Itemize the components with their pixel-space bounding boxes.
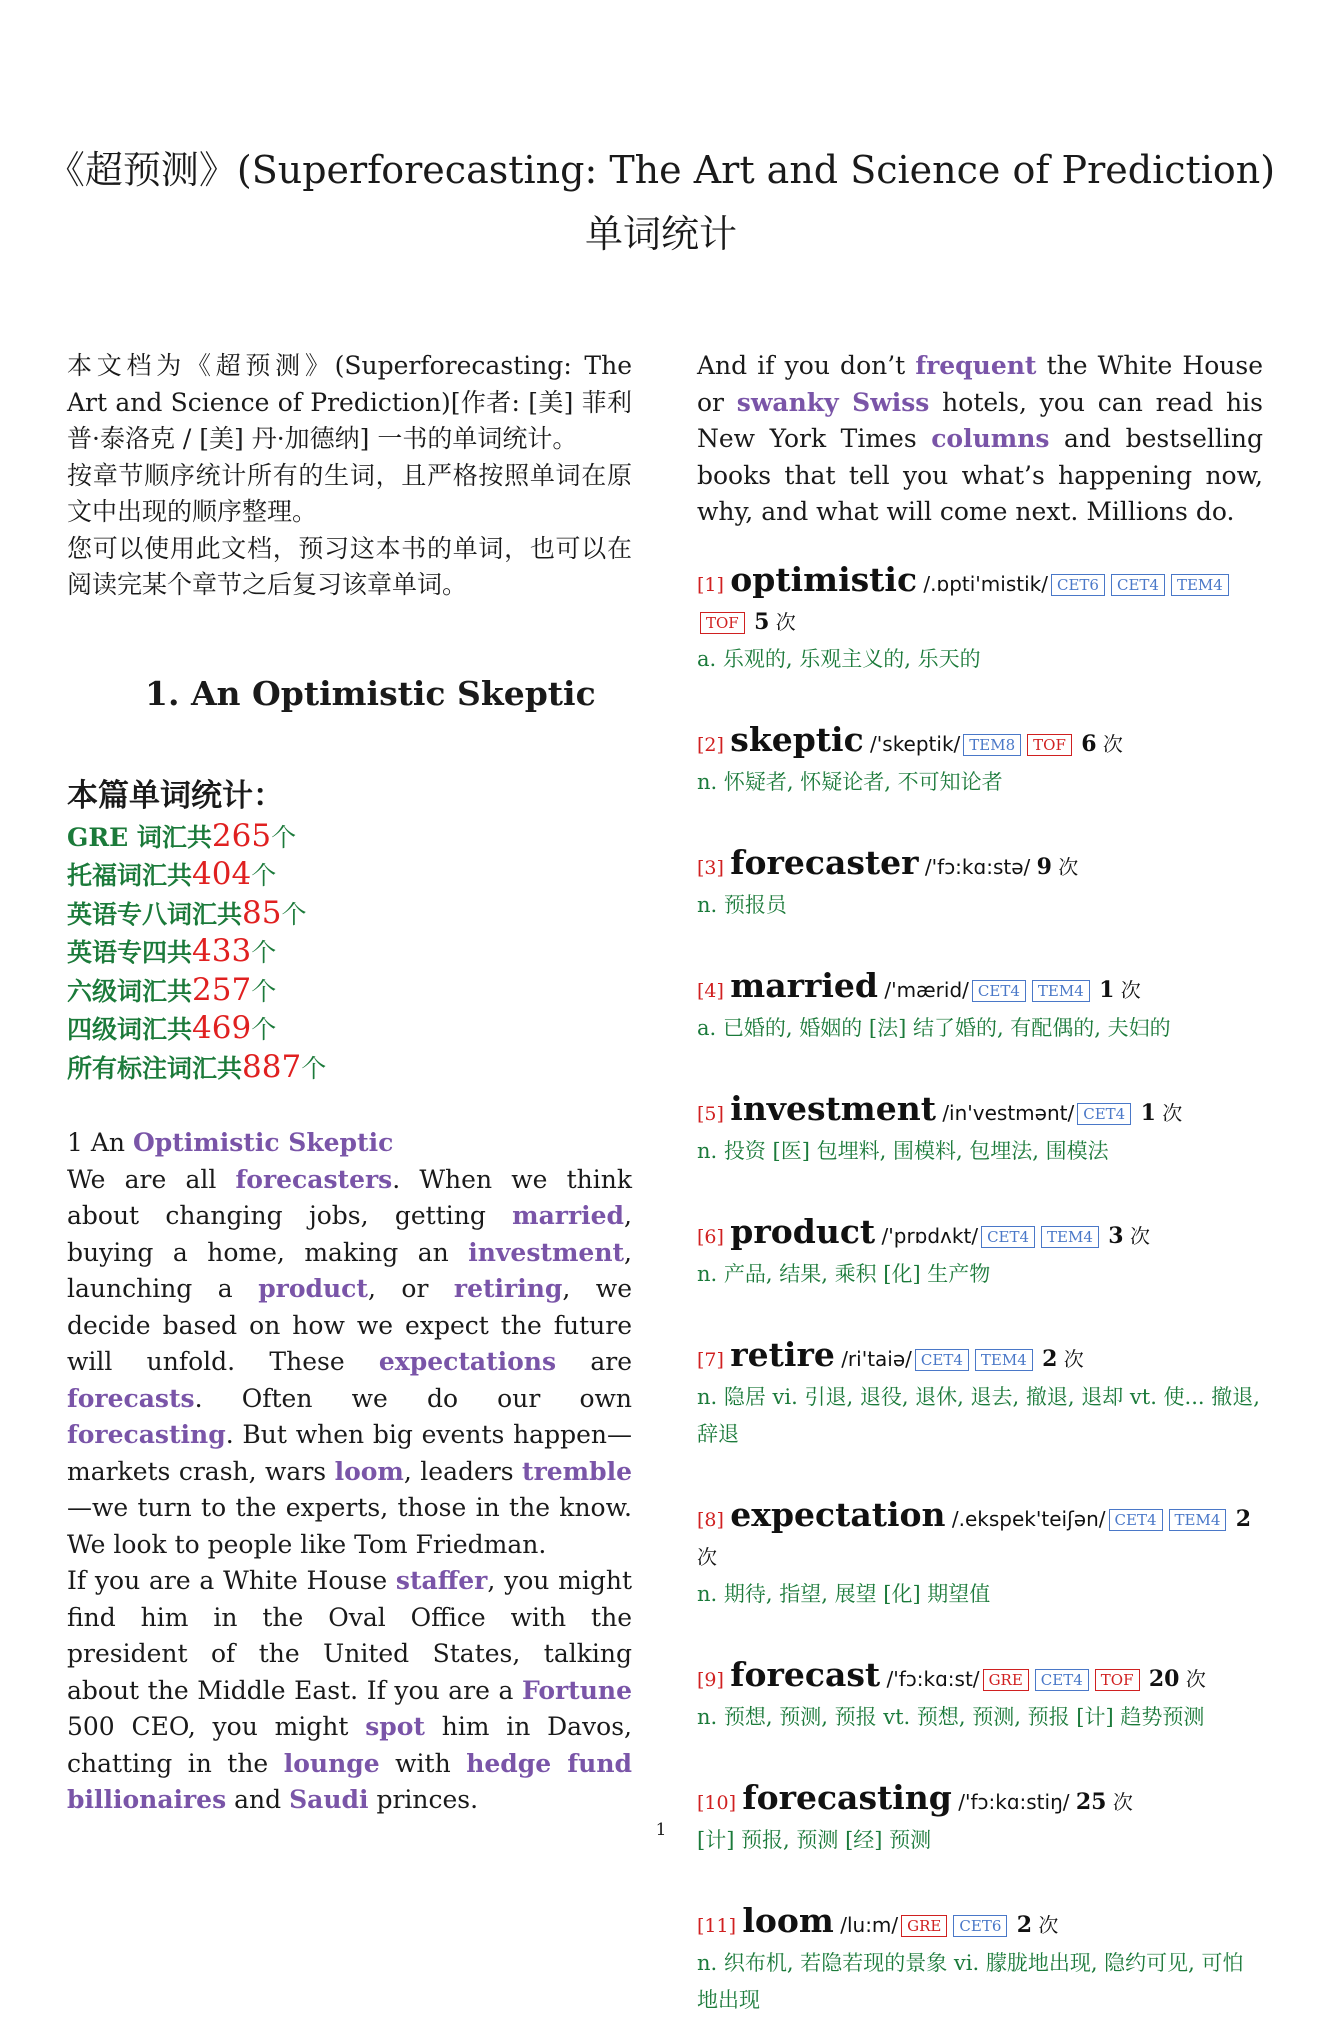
- entry-count-unit: 次: [1162, 1100, 1183, 1125]
- stat-label: 四级词汇共: [67, 1015, 193, 1044]
- vocab-entry: [697, 1656, 1263, 1736]
- highlighted-word: Optimistic Skeptic: [132, 1128, 394, 1157]
- highlighted-word: spot: [365, 1712, 425, 1741]
- entry-index: [7]: [697, 1348, 724, 1371]
- vocab-list: [697, 561, 1263, 2019]
- entry-count-unit: 次: [1185, 1666, 1206, 1691]
- stat-line: [67, 895, 632, 934]
- passage-text: , launching a: [67, 1237, 632, 1303]
- entry-count-unit: 次: [1129, 1223, 1150, 1248]
- entry-meaning: n. 怀疑者, 怀疑论者, 不可知论者: [697, 769, 1003, 794]
- highlighted-word: hedge fund billionaires: [67, 1748, 632, 1814]
- vocab-entry: [697, 1496, 1263, 1613]
- level-tag: CET4: [1109, 1509, 1163, 1531]
- vocab-entry: [697, 1779, 1263, 1859]
- stat-label: GRE 词汇共: [67, 822, 212, 852]
- entry-word: retire: [730, 1334, 835, 1374]
- entry-phonetic: /'fɔ:kɑ:stiŋ/: [958, 1789, 1070, 1814]
- entry-count-unit: 次: [1102, 731, 1123, 756]
- stat-count: 257: [192, 971, 252, 1008]
- level-tag: TOF: [1095, 1669, 1140, 1691]
- stat-count: 887: [242, 1048, 302, 1085]
- passage-text: and: [226, 1785, 290, 1814]
- entry-index: [6]: [697, 1225, 724, 1248]
- entry-meaning: n. 期待, 指望, 展望 [化] 期望值: [697, 1581, 991, 1606]
- stat-line: [67, 818, 632, 857]
- entry-headline: [697, 1779, 1263, 1822]
- entry-meaning: a. 已婚的, 婚姻的 [法] 结了婚的, 有配偶的, 夫妇的: [697, 1015, 1171, 1040]
- stat-line: [67, 933, 632, 972]
- vocab-entry: [697, 1902, 1263, 2019]
- entry-index: [11]: [697, 1914, 737, 1937]
- stats-list: [67, 818, 632, 1088]
- vocab-entry: [697, 844, 1263, 924]
- passage-paragraph: [67, 1162, 632, 1564]
- chapter-heading: 1. An Optimistic Skeptic: [145, 673, 596, 713]
- passage-paragraph: [697, 348, 1263, 531]
- highlighted-word: columns: [931, 424, 1050, 453]
- passage-text: princes.: [368, 1785, 479, 1814]
- stat-line: [67, 972, 632, 1011]
- entry-meaning: n. 隐居 vi. 引退, 退役, 退休, 退去, 撤退, 退却 vt. 使... 撤退, 辞退: [697, 1384, 1260, 1446]
- level-tag: TEM4: [1169, 1509, 1227, 1531]
- entry-headline: [697, 1213, 1263, 1256]
- level-tag: CET4: [1111, 574, 1165, 596]
- vocab-entry: [697, 1090, 1263, 1170]
- entry-word: loom: [742, 1900, 834, 1940]
- vocab-entry: [697, 1213, 1263, 1293]
- entry-phonetic: /'fɔ:kɑ:st/: [886, 1666, 980, 1691]
- entry-count: 2: [1016, 1911, 1033, 1938]
- stat-unit: 个: [251, 938, 277, 967]
- entry-meaning: a. 乐观的, 乐观主义的, 乐天的: [697, 646, 981, 671]
- highlighted-word: frequent: [915, 351, 1037, 380]
- level-tag: CET4: [1077, 1103, 1131, 1125]
- level-tag: TEM4: [1032, 980, 1090, 1002]
- entry-meaning: n. 预报员: [697, 892, 787, 917]
- entry-count-unit: 次: [775, 609, 796, 634]
- passage-paragraph: [67, 1563, 632, 1819]
- passage-text: and bestselling books that tell you what’s happening now, why, and what will come next. Millions do.: [697, 424, 1263, 526]
- entry-meaning: n. 预想, 预测, 预报 vt. 预想, 预测, 预报 [计] 趋势预测: [697, 1704, 1205, 1729]
- passage-text: , we decide based on how we expect the future will unfold. These: [67, 1274, 632, 1376]
- highlighted-word: product: [258, 1274, 368, 1303]
- entry-phonetic: /'mærid/: [884, 977, 969, 1002]
- level-tag: TEM8: [963, 734, 1021, 756]
- entry-count: 2: [1235, 1505, 1252, 1532]
- level-tag: GRE: [901, 1915, 947, 1937]
- entry-index: [4]: [697, 979, 724, 1002]
- entry-count: 1: [1099, 976, 1115, 1003]
- passage-text: , or: [367, 1274, 454, 1303]
- entry-meaning: n. 投资 [医] 包埋料, 围模料, 包埋法, 围模法: [697, 1138, 1109, 1163]
- vocab-entry: [697, 561, 1263, 678]
- entry-count-unit: 次: [1112, 1789, 1133, 1814]
- entry-index: [5]: [697, 1102, 724, 1125]
- passage-text: are: [556, 1347, 632, 1376]
- stat-count: 433: [192, 933, 252, 969]
- highlighted-word: expectations: [378, 1347, 557, 1376]
- entry-meaning: [计] 预报, 预测 [经] 预测: [697, 1827, 932, 1852]
- entry-count-unit: 次: [697, 1544, 717, 1569]
- stat-unit: 个: [251, 976, 277, 1006]
- entry-phonetic: /ri'taiə/: [841, 1346, 912, 1371]
- highlighted-word: investment: [468, 1237, 625, 1267]
- passage-text: , buying a home, making an: [67, 1201, 632, 1267]
- entry-phonetic: /lu:m/: [840, 1912, 899, 1937]
- entry-index: [8]: [697, 1508, 724, 1531]
- highlighted-word: married: [512, 1201, 625, 1230]
- highlighted-word: swanky Swiss: [736, 387, 930, 417]
- entry-count: 2: [1042, 1345, 1058, 1372]
- stat-line: [67, 1049, 632, 1088]
- entry-phonetic: /in'vestmənt/: [942, 1100, 1075, 1125]
- passage-text: . When we think about changing jobs, getting: [67, 1164, 632, 1230]
- stat-count: 265: [211, 817, 272, 854]
- intro-line: 按章节顺序统计所有的生词，且严格按照单词在原文中出现的顺序整理。: [67, 460, 632, 526]
- passage-text: , leaders: [403, 1456, 523, 1486]
- entry-word: forecaster: [730, 842, 919, 882]
- stat-unit: 个: [271, 822, 297, 852]
- vocab-entry: [697, 1336, 1263, 1453]
- stat-label: 托福词汇共: [67, 861, 193, 890]
- passage-text: And if you don’t: [697, 351, 916, 380]
- level-tag: TEM4: [1041, 1226, 1099, 1248]
- entry-count: 25: [1075, 1788, 1107, 1815]
- passage-text: with: [379, 1748, 467, 1778]
- entry-count: 6: [1081, 730, 1097, 757]
- stat-unit: 个: [301, 1053, 327, 1083]
- entry-headline: [697, 1902, 1263, 1945]
- stats-title: 本篇单词统计：: [67, 777, 284, 814]
- entry-count: 5: [754, 608, 770, 635]
- entry-count-unit: 次: [1063, 1346, 1084, 1371]
- highlighted-word: forecasters: [235, 1164, 393, 1194]
- passage-text: We are all: [67, 1164, 236, 1194]
- stat-label: 英语专四共: [67, 938, 193, 967]
- level-tag: TOF: [700, 612, 745, 634]
- level-tag: CET4: [981, 1226, 1035, 1248]
- highlighted-word: forecasting: [67, 1420, 226, 1449]
- entry-count: 20: [1148, 1665, 1180, 1692]
- entry-phonetic: /.ɒpti'mistik/: [923, 571, 1048, 596]
- passage-heading: [67, 1125, 632, 1162]
- entry-index: [1]: [697, 573, 724, 596]
- intro-line: 本文档为《超预测》(Superforecasting: The Art and Science of Prediction)[作者: [美] 菲利普·泰洛克 / [美] 丹·加德纳] 一书的单词统计。: [67, 351, 632, 453]
- level-tag: CET4: [915, 1349, 969, 1371]
- passage-text: If you are a White House: [67, 1566, 396, 1595]
- level-tag: CET4: [972, 980, 1026, 1002]
- entry-word: skeptic: [730, 719, 864, 759]
- level-tag: TEM4: [1171, 574, 1229, 596]
- entry-word: expectation: [730, 1494, 946, 1534]
- page-number: 1: [655, 1820, 667, 1840]
- entry-count: 1: [1140, 1099, 1156, 1126]
- entry-headline: [697, 844, 1263, 887]
- stat-unit: 个: [251, 861, 277, 890]
- stat-unit: 个: [251, 1015, 277, 1044]
- entry-headline: [697, 721, 1263, 764]
- page-title: 《超预测》(Superforecasting: The Art and Science of Prediction) 单词统计: [46, 148, 1276, 256]
- level-tag: GRE: [983, 1669, 1029, 1691]
- right-column: [697, 348, 1263, 2019]
- entry-headline: [697, 1656, 1263, 1699]
- level-tag: CET6: [1051, 574, 1105, 596]
- vocab-entry: [697, 721, 1263, 801]
- level-tag: CET4: [1035, 1669, 1089, 1691]
- entry-word: product: [730, 1211, 876, 1251]
- stat-label: 所有标注词汇共: [67, 1053, 243, 1083]
- highlighted-word: staffer: [395, 1566, 488, 1595]
- entry-word: forecast: [730, 1654, 881, 1694]
- entry-index: [2]: [697, 733, 724, 756]
- entry-word: married: [730, 965, 878, 1005]
- entry-meaning: n. 产品, 结果, 乘积 [化] 生产物: [697, 1261, 991, 1286]
- entry-word: investment: [730, 1088, 936, 1128]
- passage-text: him in Davos, chatting in the: [67, 1712, 632, 1778]
- highlighted-word: retiring: [453, 1274, 563, 1303]
- entry-index: [3]: [697, 856, 724, 879]
- stat-label: 六级词汇共: [67, 976, 193, 1006]
- entry-phonetic: /'prɒdʌkt/: [881, 1223, 979, 1248]
- passage-text: —we turn to the experts, those in the know. We look to people like Tom Friedman.: [67, 1493, 632, 1559]
- entry-phonetic: /.ekspek'teiʃən/: [951, 1506, 1106, 1531]
- entry-index: [9]: [697, 1668, 724, 1691]
- passage-text: . Often we do our own: [194, 1383, 632, 1413]
- passage-text: hotels, you can read his New York Times: [697, 387, 1263, 453]
- highlighted-word: Fortune: [521, 1675, 632, 1705]
- level-tag: CET6: [953, 1915, 1007, 1937]
- intro-line: 您可以使用此文档，预习这本书的单词，也可以在阅读完某个章节之后复习该章单词。: [67, 533, 632, 599]
- stat-label: 英语专八词汇共: [67, 899, 243, 929]
- stat-count: 469: [192, 1010, 252, 1046]
- highlighted-word: loom: [334, 1456, 404, 1486]
- passage-text: 500 CEO, you might: [67, 1712, 366, 1741]
- entry-headline: [697, 561, 1263, 641]
- entry-count-unit: 次: [1058, 854, 1079, 879]
- highlighted-word: tremble: [522, 1456, 632, 1486]
- entry-word: optimistic: [730, 559, 918, 599]
- highlighted-word: lounge: [283, 1748, 380, 1778]
- level-tag: TOF: [1027, 734, 1072, 756]
- highlighted-word: forecasts: [67, 1383, 195, 1413]
- stat-unit: 个: [281, 899, 307, 929]
- entry-count-unit: 次: [1120, 977, 1141, 1002]
- intro: [67, 348, 632, 604]
- passage-text: the White House or: [697, 351, 1263, 417]
- entry-meaning: n. 织布机, 若隐若现的景象 vi. 朦胧地出现, 隐约可见, 可怕地出现: [697, 1950, 1244, 2012]
- stat-line: [67, 1010, 632, 1049]
- passage-continued: [697, 348, 1263, 531]
- passage: [67, 1125, 632, 1819]
- entry-count: 3: [1108, 1222, 1124, 1249]
- passage-text: , you might find him in the Oval Office with the president of the United States, talking about the Middle East. If you are a: [67, 1566, 632, 1705]
- stat-count: 404: [192, 856, 252, 892]
- passage-heading-prefix: 1 An: [67, 1128, 133, 1157]
- entry-headline: [697, 1496, 1263, 1576]
- passage-text: . But when big events happen—markets crash, wars: [67, 1420, 632, 1486]
- left-column: [67, 348, 632, 1819]
- entry-phonetic: /'fɔ:kɑ:stə/: [924, 854, 1031, 879]
- entry-headline: [697, 1336, 1263, 1379]
- entry-headline: [697, 1090, 1263, 1133]
- entry-phonetic: /'skeptik/: [870, 731, 961, 756]
- entry-count-unit: 次: [1038, 1912, 1059, 1937]
- vocab-entry: [697, 967, 1263, 1047]
- entry-index: [10]: [697, 1791, 737, 1814]
- highlighted-word: Saudi: [289, 1785, 369, 1814]
- entry-headline: [697, 967, 1263, 1010]
- entry-word: forecasting: [742, 1777, 952, 1817]
- entry-count: 9: [1036, 853, 1052, 880]
- stat-count: 85: [242, 894, 282, 931]
- level-tag: TEM4: [975, 1349, 1033, 1371]
- stat-line: [67, 856, 632, 895]
